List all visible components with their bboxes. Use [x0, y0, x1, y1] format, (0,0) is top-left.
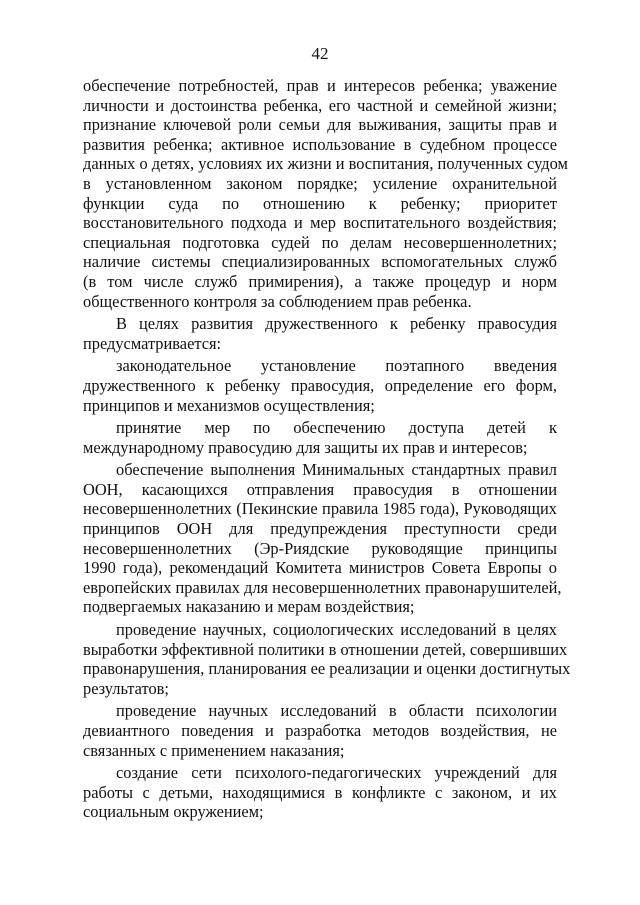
- text-line: результатов;: [83, 678, 169, 698]
- paragraph: [83, 763, 557, 822]
- document-body: [83, 76, 571, 822]
- text-line: проведение научных исследований в области психологии: [116, 701, 557, 721]
- text-line: развития ребенка; активное использование в судебном процессе: [83, 134, 557, 154]
- page-number: 42: [311, 44, 329, 63]
- text-line: принципов и механизмов осуществления;: [83, 395, 375, 415]
- text-line: создание сети психолого-педагогических учреждений для: [116, 763, 557, 783]
- text-line: 1990 года), рекомендаций Комитета министров Совета Европы о: [83, 558, 557, 578]
- text-line: дружественного к ребенку правосудия, определение его форм,: [83, 375, 557, 395]
- text-line: проведение научных, социологических исследований в целях: [116, 620, 557, 640]
- paragraph: [83, 701, 557, 760]
- text-line: В целях развития дружественного к ребенку правосудия: [116, 314, 557, 334]
- text-line: данных о детях, условиях их жизни и воспитания, полученных судом: [83, 154, 568, 174]
- text-line: общественного контроля за соблюдением прав ребенка.: [83, 291, 472, 311]
- text-line: (в том числе служб примирения), а также процедур и норм: [83, 271, 557, 291]
- text-line: выработки эффективной политики в отношении детей, совершивших: [83, 639, 568, 659]
- paragraph: [83, 418, 557, 457]
- paragraph: [83, 620, 571, 698]
- text-line: признание ключевой роли семьи для выживания, защиты прав и: [83, 115, 557, 135]
- text-line: девиантного поведения и разработка методов воздействия, не: [83, 721, 557, 740]
- paragraph: [83, 76, 568, 311]
- text-line: принятие мер по обеспечению доступа детей к: [116, 418, 557, 438]
- text-line: функции суда по отношению к ребенку; приоритет: [83, 193, 557, 213]
- text-line: связанных с применением наказания;: [83, 740, 345, 760]
- paragraph: [83, 314, 557, 353]
- text-line: специальная подготовка судей по делам несовершеннолетних;: [83, 232, 557, 252]
- text-line: ООН, касающихся отправления правосудия в отношении: [83, 479, 557, 499]
- text-line: работы с детьми, находящимися в конфликте с законом, и их: [83, 782, 557, 802]
- text-line: в установленном законом порядке; усиление охранительной: [83, 173, 557, 193]
- text-line: законодательное установление поэтапного введения: [116, 356, 557, 376]
- text-line: правонарушения, планирования ее реализации и оценки достигнутых: [83, 659, 571, 679]
- text-line: европейских правилах для несовершеннолетних правонарушителей,: [83, 577, 562, 597]
- paragraph: [83, 356, 557, 415]
- text-line: личности и достоинства ребенка, его частной и семейной жизни;: [83, 95, 557, 115]
- text-line: несовершеннолетних (Эр-Риядские руководящие принципы: [83, 538, 557, 558]
- text-line: международному правосудию для защиты их прав и интересов;: [83, 437, 528, 457]
- text-line: подвергаемых наказанию и мерам воздействия;: [83, 597, 415, 617]
- paragraph: [83, 460, 562, 617]
- text-line: социальным окружением;: [83, 802, 264, 822]
- text-line: принципов ООН для предупреждения преступности среди: [83, 519, 557, 539]
- text-line: наличие системы специализированных вспомогательных служб: [83, 252, 557, 272]
- text-line: предусматривается:: [83, 333, 222, 353]
- text-line: несовершеннолетних (Пекинские правила 1985 года), Руководящих: [83, 499, 557, 519]
- text-line: обеспечение потребностей, прав и интересов ребенка; уважение: [83, 76, 557, 95]
- text-line: обеспечение выполнения Минимальных стандартных правил: [116, 460, 557, 480]
- text-line: восстановительного подхода и мер воспитательного воздействия;: [83, 213, 557, 233]
